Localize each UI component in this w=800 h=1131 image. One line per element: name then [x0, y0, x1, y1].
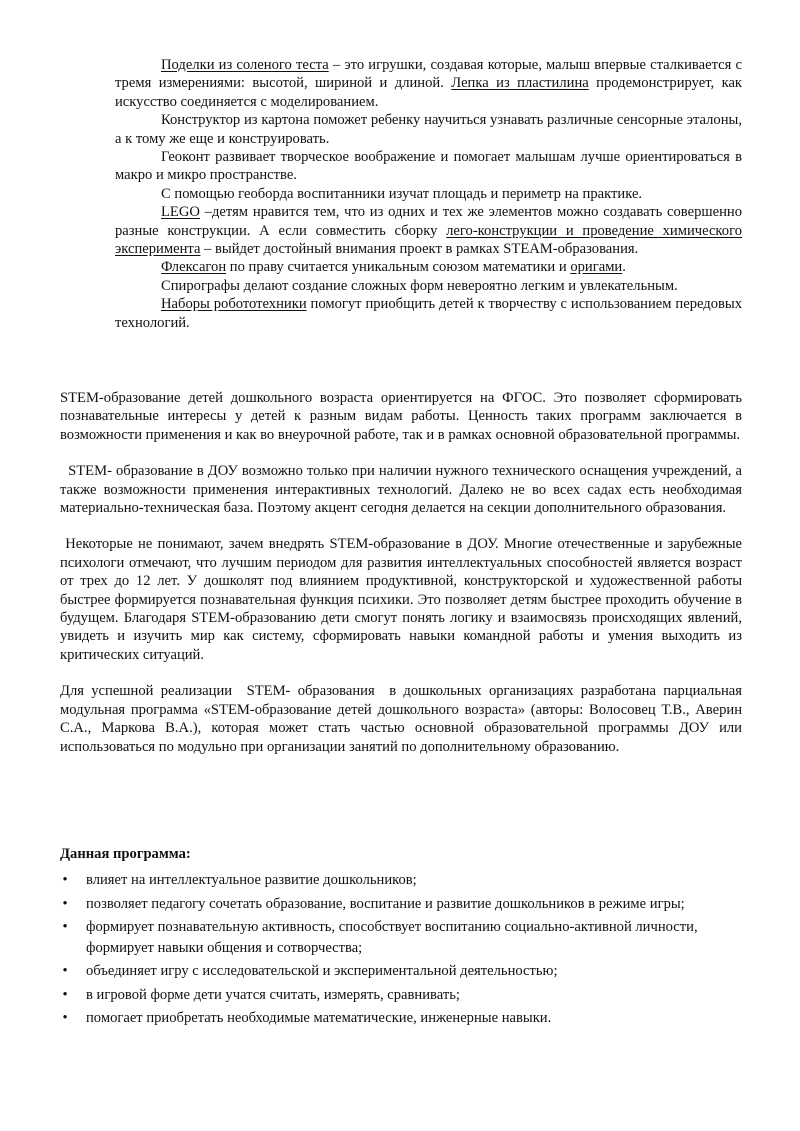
main-body [60, 389, 746, 774]
link-plasticine-modeling[interactable]: Лепка из пластилина [451, 75, 589, 92]
body-paragraph-1: STEM-образование детей дошкольного возраста ориентируется на ФГОС. Это позволяет сформировать познавательные интересы у детей к разным видам работы. Ценность таких программ заключается в возможности применения и как во внеурочной работе, так и в рамках основной образовательной программы. [60, 390, 742, 443]
bullet-icon: • [62, 872, 68, 888]
intro-text: продемонстрирует, как искусство соединяется с моделированием. [115, 75, 743, 110]
intro-paragraph-3: Геоконт развивает творческое воображение и помогает малышам лучше ориентироваться в макро и микро пространстве. [115, 149, 742, 184]
bullet-icon: • [62, 1010, 68, 1026]
list-item-text: объединяет игру с исследовательской и экспериментальной деятельностью; [86, 963, 558, 979]
intro-text: – выйдет достойный внимания проект в рамках STEAM-образования. [200, 241, 639, 258]
intro-text: –детям нравится тем, что из одних и тех же элементов можно создавать совершенно разные конструкции. А если совместить сборку [115, 204, 742, 239]
link-origami[interactable]: оригами [570, 259, 623, 276]
list-item-text: влияет на интеллектуальное развитие дошкольников; [86, 872, 417, 888]
intro-paragraph-7: Спирографы делают создание сложных форм невероятно легким и увлекательным. [161, 277, 678, 294]
intro-text: помогут приобщить детей к творчеству с использованием передовых технологий. [115, 296, 742, 331]
body-paragraph-2: STEM- образование в ДОУ возможно только при наличии нужного технического оснащения учреждений, а также возможности применения интерактивных технологий. Далеко не во всех садах есть необходимая материально-техническая база. Поэтому акцент сегодня делается на секции дополнительного образования. [60, 463, 746, 517]
link-lego[interactable]: LEGO [161, 204, 200, 221]
intro-paragraph-4: С помощью геоборда воспитанники изучат площадь и периметр на практике. [161, 185, 643, 202]
body-paragraph-4: Для успешной реализации STEM- образования в дошкольных организациях разработана парциальная модульная программа «STEM-образование детей дошкольного возраста» (авторы: Волосовец Т.В., Аверин С.А., Маркова В.А.), которая может стать частью основной образовательной программы ДОУ или использоваться по модульно при организации занятий по дополнительному образованию. [60, 683, 746, 755]
intro-text: – это игрушки, создавая которые, малыш впервые сталкивается с тремя измерениями: высотой, шириной и длиной. [115, 57, 742, 92]
intro-paragraph-8 [115, 295, 742, 332]
intro-text: . [622, 259, 626, 276]
list-item [62, 1008, 742, 1029]
intro-text: по праву считается уникальным союзом математики и [226, 259, 571, 276]
list-item-text: позволяет педагогу сочетать образование, воспитание и развитие дошкольников в режиме игры; [86, 895, 685, 912]
list-item-text: в игровой форме дети учатся считать, измерять, сравнивать; [86, 986, 460, 1003]
link-lego-chemistry[interactable]: лего-конструкции и проведение химического эксперимента [115, 222, 742, 258]
link-salt-dough-crafts[interactable]: Поделки из соленого теста [161, 57, 329, 73]
list-item [62, 870, 742, 891]
program-list [62, 870, 742, 1032]
bullet-icon: • [62, 963, 68, 979]
bullet-icon: • [62, 986, 68, 1003]
body-paragraph-3: Некоторые не понимают, зачем внедрять STEM-образование в ДОУ. Многие отечественные и зарубежные психологи отмечают, что лучшим периодом для развития интеллектуальных способностей является возраст от трех до 12 лет. У дошколят под влиянием продуктивной, конструкторской и художественной работы быстрее формируется познавательная функция психики. Это позволяет детям быстрее проходить обучение в будущем. Благодаря STEM-образованию дети смогут понять логику и взаимосвязь происходящих явлений, увидеть и изучить мир как систему, сформировать навыки командной работы и умения выходить из критических ситуаций. [60, 536, 746, 663]
intro-paragraph-1 [115, 56, 742, 111]
program-heading: Данная программа: [60, 846, 191, 862]
list-item [62, 894, 742, 915]
link-robotics-kits[interactable]: Наборы робототехники [161, 296, 307, 313]
bullet-icon: • [62, 895, 68, 912]
intro-paragraph-6 [115, 258, 742, 276]
intro-section [115, 56, 742, 332]
intro-paragraph-2: Конструктор из картона поможет ребенку научиться узнавать различные сенсорные эталоны, а к тому же еще и конструировать. [115, 112, 742, 147]
link-flexagon[interactable]: Флексагон [161, 259, 227, 276]
intro-paragraph-5 [115, 203, 742, 258]
list-item [62, 961, 742, 982]
list-item [62, 985, 742, 1006]
list-item-text: помогает приобретать необходимые математические, инженерные навыки. [86, 1010, 552, 1026]
list-item-text: формирует познавательную активность, способствует воспитанию социально-активной личности, формирует навыки общения и сотворчества; [86, 919, 698, 956]
list-item [62, 917, 742, 958]
bullet-icon: • [62, 919, 68, 935]
